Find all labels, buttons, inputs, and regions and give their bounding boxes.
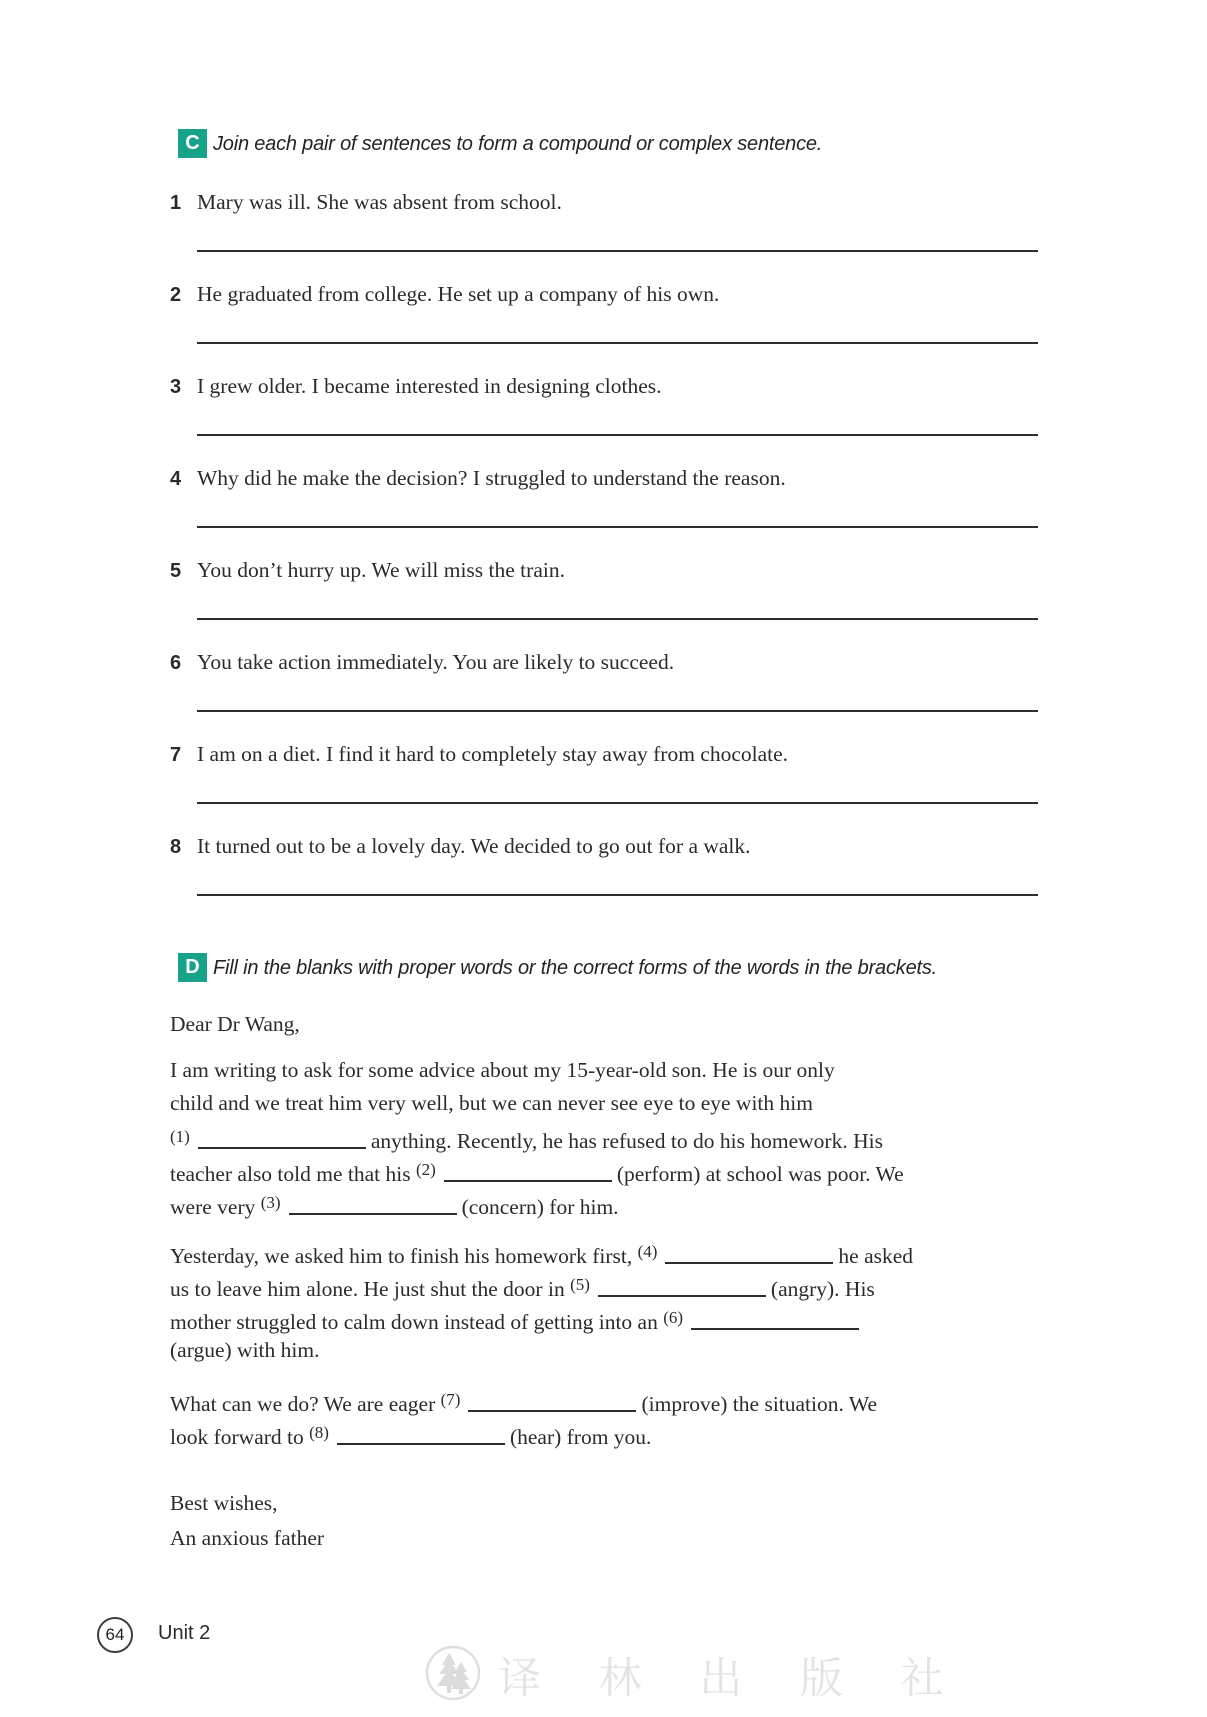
exercise-item: [170, 464, 1070, 528]
blank-number-superscript: (1): [170, 1127, 190, 1146]
fill-in-blank[interactable]: [337, 1443, 505, 1445]
letter-line: [170, 1334, 1050, 1367]
answer-blank-line[interactable]: [197, 434, 1038, 436]
letter-paragraph: [170, 1235, 1050, 1367]
exercise-c-item-list: [170, 188, 1070, 924]
text-run: What can we do? We are eager: [170, 1392, 441, 1416]
letter-line: [170, 1087, 1050, 1120]
exercise-item: [170, 648, 1070, 712]
item-number: 3: [170, 376, 182, 398]
text-run: look forward to: [170, 1425, 310, 1449]
fill-in-blank[interactable]: [665, 1262, 833, 1264]
item-sentence-row: [170, 556, 1070, 585]
blank-number-superscript: (5): [570, 1275, 590, 1294]
item-sentence-row: [170, 740, 1070, 769]
item-number: 7: [170, 744, 182, 766]
fill-in-blank[interactable]: [598, 1295, 766, 1297]
item-sentence: Why did he make the decision? I struggled to understand the reason.: [197, 466, 786, 490]
exercise-item: [170, 556, 1070, 620]
answer-blank-line[interactable]: [197, 618, 1038, 620]
exercise-item: [170, 832, 1070, 896]
letter-line: [170, 1268, 1050, 1301]
item-sentence: He graduated from college. He set up a company of his own.: [197, 282, 720, 306]
blank-number-superscript: (6): [663, 1308, 684, 1327]
item-sentence: You don’t hurry up. We will miss the train.: [197, 558, 565, 582]
letter-line: [170, 1416, 1050, 1449]
item-number: 1: [170, 192, 182, 214]
item-sentence: I grew older. I became interested in designing clothes.: [197, 374, 662, 398]
fill-in-blank[interactable]: [289, 1213, 457, 1215]
letter-paragraph: [170, 1383, 1050, 1449]
letter-closing: [170, 1486, 1050, 1556]
text-run: mother struggled to calm down instead of getting into an: [170, 1310, 664, 1334]
fill-in-blank[interactable]: [468, 1410, 636, 1412]
item-number: 6: [170, 652, 182, 674]
answer-blank-line[interactable]: [197, 894, 1038, 896]
letter-paragraphs: [170, 1054, 1050, 1449]
text-run: (perform) at school was poor. We: [616, 1162, 904, 1186]
item-number: 4: [170, 468, 182, 490]
item-sentence: It turned out to be a lovely day. We decided to go out for a walk.: [197, 834, 751, 858]
exercise-item: [170, 188, 1070, 252]
text-run: (improve) the situation. We: [641, 1392, 877, 1416]
answer-blank-line[interactable]: [197, 342, 1038, 344]
text-run: he asked: [838, 1244, 914, 1268]
letter-salutation: Dear Dr Wang,: [170, 1012, 300, 1036]
answer-blank-line[interactable]: [197, 802, 1038, 804]
blank-number-superscript: (7): [440, 1390, 461, 1409]
item-sentence-row: [170, 464, 1070, 493]
item-sentence: I am on a diet. I find it hard to completely stay away from chocolate.: [197, 742, 789, 766]
text-run: (concern) for him.: [461, 1195, 619, 1219]
item-sentence: You take action immediately. You are likely to succeed.: [197, 650, 675, 674]
item-sentence-row: [170, 832, 1070, 861]
text-run: (argue) with him.: [170, 1338, 320, 1362]
blank-number-superscript: (8): [309, 1423, 329, 1442]
section-c-instruction: Join each pair of sentences to form a compound or complex sentence.: [213, 133, 823, 155]
text-run: were very: [170, 1195, 261, 1219]
letter-body: [170, 1010, 1050, 1556]
letter-line: [170, 1301, 1050, 1334]
exercise-item: [170, 280, 1070, 344]
text-run: anything. Recently, he has refused to do his homework. His: [370, 1129, 883, 1153]
blank-number-superscript: (3): [260, 1193, 281, 1212]
answer-blank-line[interactable]: [197, 710, 1038, 712]
blank-number-superscript: (2): [415, 1160, 436, 1179]
letter-line: [170, 1383, 1050, 1416]
unit-label: Unit 2: [158, 1622, 211, 1644]
page-number: 64: [105, 1625, 125, 1644]
blank-number-superscript: (4): [637, 1242, 658, 1261]
text-run: (angry). His: [770, 1277, 875, 1301]
answer-blank-line[interactable]: [197, 250, 1038, 252]
text-run: us to leave him alone. He just shut the door in: [170, 1277, 571, 1301]
letter-line: [170, 1120, 1050, 1153]
item-sentence-row: [170, 188, 1070, 217]
section-d-badge-letter: D: [185, 956, 200, 978]
item-sentence-row: [170, 648, 1070, 677]
publisher-watermark: [424, 1644, 966, 1707]
letter-line: [170, 1235, 1050, 1268]
item-number: 8: [170, 836, 182, 858]
fill-in-blank[interactable]: [198, 1147, 366, 1149]
publisher-name-watermark: 译 林 出 版 社: [498, 1654, 966, 1704]
text-run: Yesterday, we asked him to finish his homework first,: [170, 1244, 638, 1268]
text-run: (hear) from you.: [509, 1425, 652, 1449]
text-run: teacher also told me that his: [170, 1162, 416, 1186]
section-c-badge: [178, 129, 207, 158]
item-sentence-row: [170, 280, 1070, 309]
item-number: 5: [170, 560, 182, 582]
answer-blank-line[interactable]: [197, 526, 1038, 528]
letter-line: [170, 1054, 1050, 1087]
letter-line: [170, 1186, 1050, 1219]
section-c-badge-letter: C: [185, 132, 200, 154]
letter-closing-line: Best wishes,: [170, 1491, 278, 1515]
fill-in-blank[interactable]: [691, 1328, 859, 1330]
fill-in-blank[interactable]: [444, 1180, 612, 1182]
section-d-instruction: Fill in the blanks with proper words or the correct forms of the words in the brackets.: [213, 957, 938, 979]
text-run: I am writing to ask for some advice about my 15-year-old son. He is our only: [170, 1058, 835, 1082]
letter-line: [170, 1153, 1050, 1186]
section-d-badge: [178, 953, 207, 982]
exercise-item: [170, 372, 1070, 436]
letter-closing-line: An anxious father: [170, 1526, 325, 1550]
item-sentence: Mary was ill. She was absent from school.: [197, 190, 562, 214]
exercise-item: [170, 740, 1070, 804]
pine-trees-logo-icon: [424, 1644, 482, 1707]
page-number-circle: [97, 1617, 133, 1653]
item-number: 2: [170, 284, 182, 306]
letter-paragraph: [170, 1054, 1050, 1219]
item-sentence-row: [170, 372, 1070, 401]
text-run: child and we treat him very well, but we can never see eye to eye with him: [170, 1091, 813, 1115]
